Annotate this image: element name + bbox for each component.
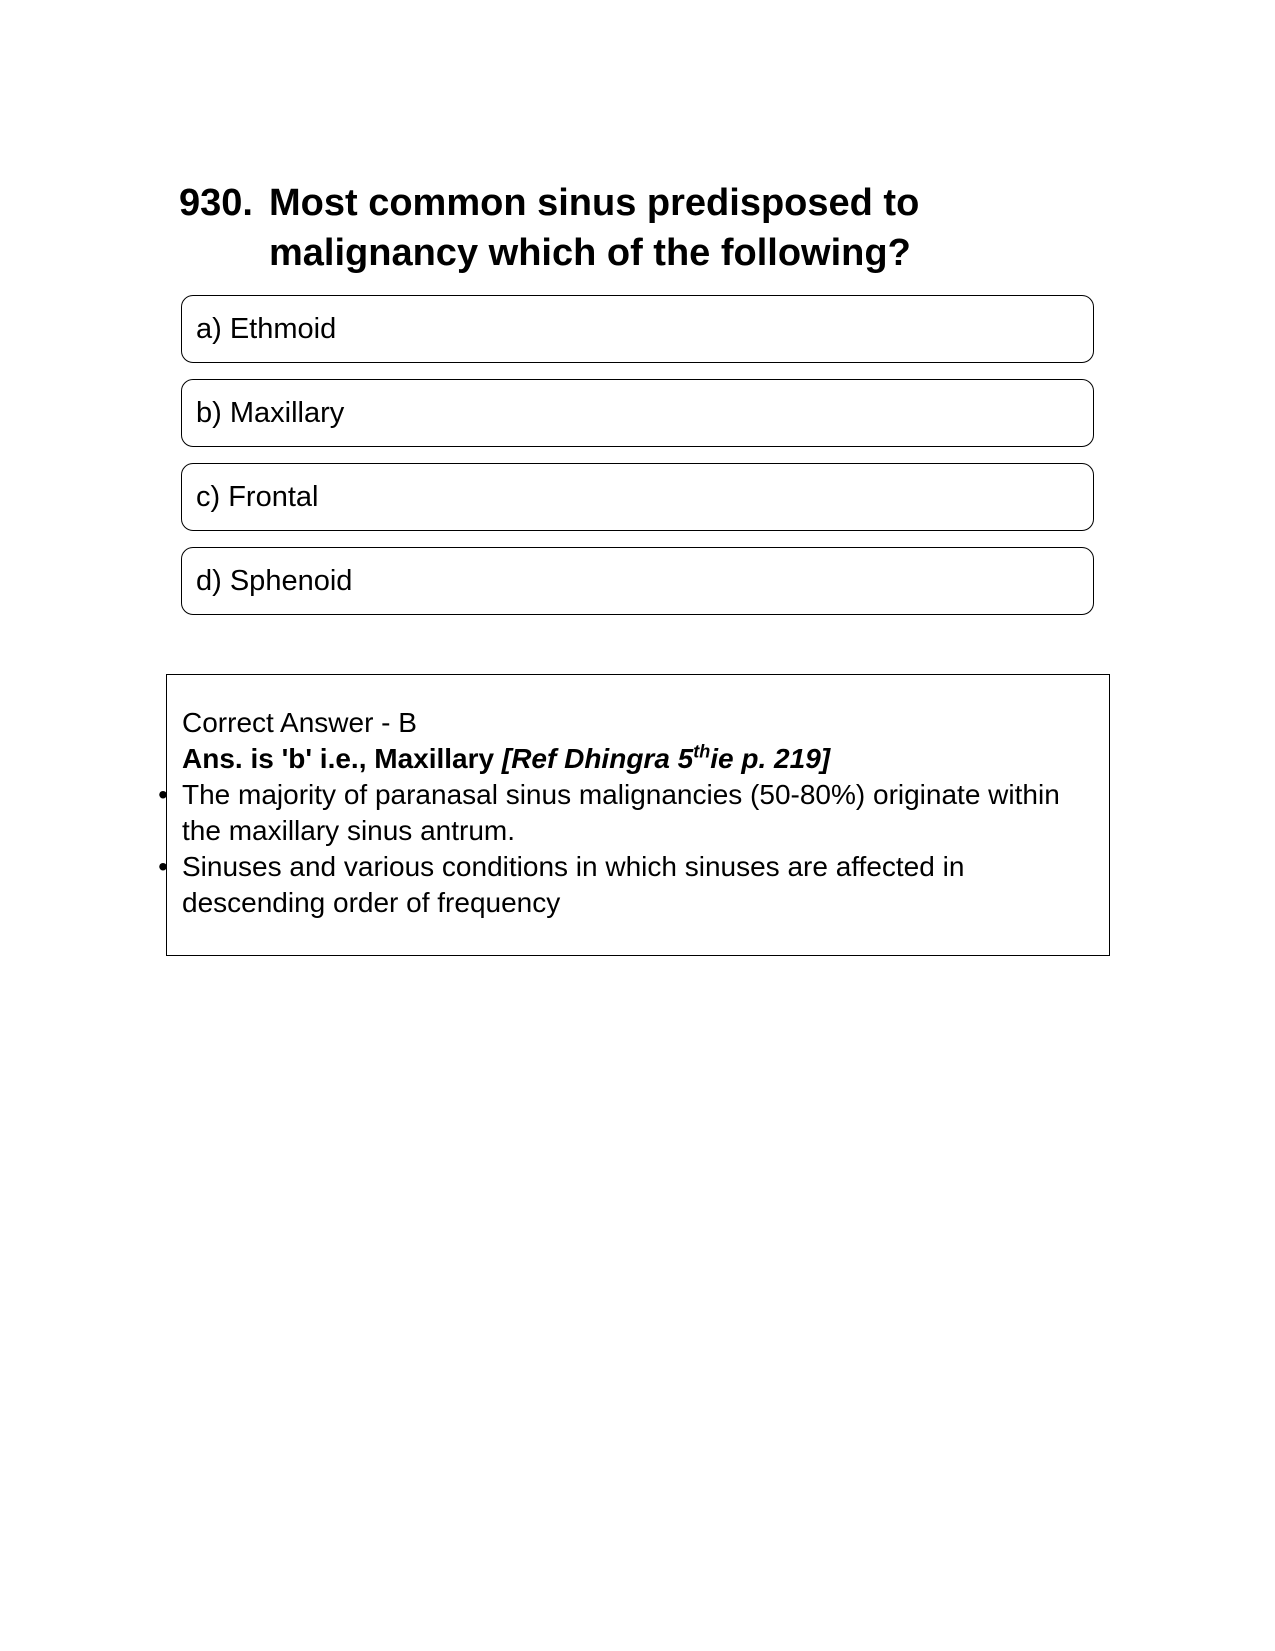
option-c[interactable] [181, 463, 1094, 531]
answer-prefix: Ans. is 'b' i.e., Maxillary [182, 743, 502, 774]
option-a[interactable] [181, 295, 1094, 363]
answer-box [158, 674, 1110, 956]
question-text: Most common sinus predisposed to malignancy which of the following? [269, 182, 920, 274]
bullet-text: The majority of paranasal sinus malignancies (50-80%) originate within the maxillary sinus antrum. [182, 779, 1060, 846]
option-label: d) Sphenoid [196, 565, 353, 597]
reference-start: [Ref Dhingra 5 [501, 743, 694, 774]
bullet-item [158, 777, 1069, 849]
question-number: 930. [179, 182, 253, 224]
option-d[interactable] [181, 547, 1094, 615]
reference-end: ie p. 219] [710, 743, 831, 774]
option-label: a) Ethmoid [196, 313, 337, 345]
question [179, 178, 1059, 278]
option-b[interactable] [181, 379, 1094, 447]
correct-answer: Correct Answer - B [182, 707, 417, 738]
bullet-icon: • [158, 779, 168, 810]
bullet-text: Sinuses and various conditions in which sinuses are affected in descending order of frequency [182, 851, 965, 918]
option-label: c) Frontal [196, 481, 319, 513]
reference-superscript: th [693, 741, 711, 762]
bullet-item [158, 849, 1069, 921]
answer-reference [502, 743, 830, 774]
option-label: b) Maxillary [196, 397, 345, 429]
bullet-icon: • [158, 851, 168, 882]
answer-bullets [158, 777, 1069, 921]
answer-explanation-heading [182, 741, 1069, 777]
options-list [181, 295, 1094, 631]
